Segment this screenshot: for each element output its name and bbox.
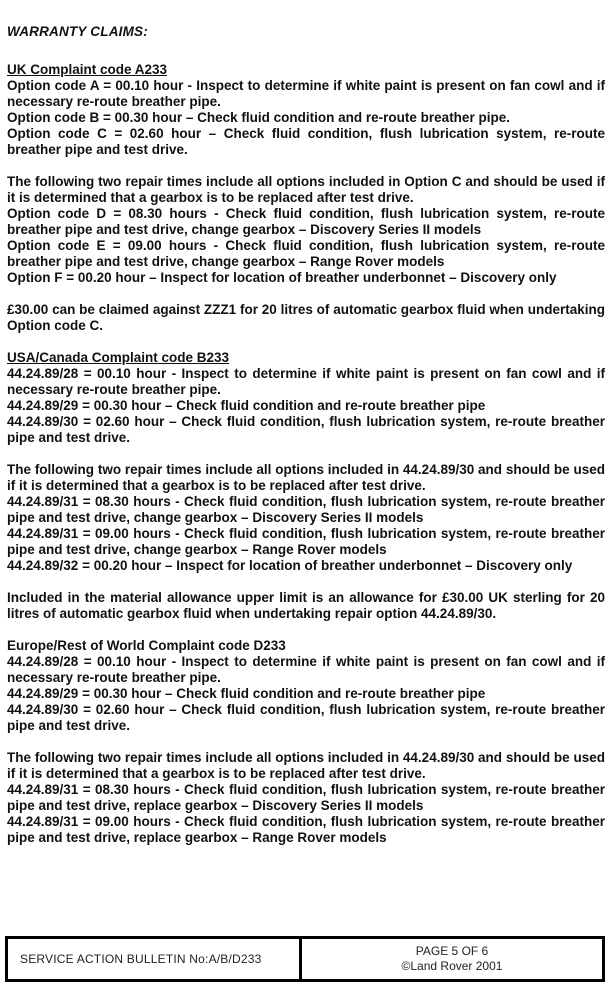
section-heading-usa (7, 350, 605, 366)
paragraph-europe-repair-30: 44.24.89/30 = 02.60 hour – Check fluid condition, flush lubrication system, re-route breather pipe and test drive. (7, 702, 605, 733)
copyright-notice: ©Land Rover 2001 (401, 959, 503, 973)
uk-gearbox-replacement-block (7, 174, 605, 286)
footer-table (5, 936, 605, 982)
paragraph-uk-option-f: Option F = 00.20 hour – Inspect for location of breather underbonnet – Discovery only (7, 270, 557, 285)
europe-gearbox-replacement-block (7, 750, 605, 846)
paragraph-europe-repair-31-rangerover: 44.24.89/31 = 09.00 hours - Check fluid condition, flush lubrication system, re-route breather pipe and test drive, replace gearbox – Range Rover models (7, 814, 605, 845)
section-heading-europe (7, 638, 605, 654)
paragraph-europe-following-note: The following two repair times include all options included in 44.24.89/30 and should be used if it is determined that a gearbox is to be replaced after test drive. (7, 750, 605, 781)
section-usa-canada-complaint (7, 350, 605, 622)
section-heading-uk-text: UK Complaint code A233 (7, 62, 168, 77)
paragraph-usa-repair-31-rangerover: 44.24.89/31 = 09.00 hours - Check fluid condition, flush lubrication system, re-route breather pipe and test drive, change gearbox – Range Rover models (7, 526, 605, 557)
paragraph-usa-material-allowance: Included in the material allowance upper limit is an allowance for £30.00 UK sterling for 20 litres of automatic gearbox fluid when undertaking repair option 44.24.89/30. (7, 590, 605, 621)
section-uk-complaint (7, 62, 605, 334)
uk-option-codes-block (7, 78, 605, 158)
footer-page-cell (302, 939, 602, 979)
paragraph-usa-repair-28: 44.24.89/28 = 00.10 hour - Inspect to determine if white paint is present on fan cowl and if necessary re-route breather pipe. (7, 366, 605, 397)
paragraph-usa-repair-32: 44.24.89/32 = 00.20 hour – Inspect for location of breather underbonnet – Discovery only (7, 558, 573, 573)
section-heading-europe-text: Europe/Rest of World Complaint code D233 (7, 638, 286, 653)
paragraph-europe-repair-31-discovery: 44.24.89/31 = 08.30 hours - Check fluid condition, flush lubrication system, re-route breather pipe and test drive, replace gearbox – Discovery Series II models (7, 782, 605, 813)
paragraph-uk-option-a: Option code A = 00.10 hour - Inspect to determine if white paint is present on fan cowl and if necessary re-route breather pipe. (7, 78, 605, 109)
paragraph-europe-repair-28: 44.24.89/28 = 00.10 hour - Inspect to determine if white paint is present on fan cowl and if necessary re-route breather pipe. (7, 654, 605, 685)
bulletin-number: SERVICE ACTION BULLETIN No:A/B/D233 (20, 952, 262, 966)
usa-material-allowance-block (7, 590, 605, 622)
paragraph-uk-option-b: Option code B = 00.30 hour – Check fluid condition and re-route breather pipe. (7, 110, 510, 125)
paragraph-usa-following-note: The following two repair times include all options included in 44.24.89/30 and should be used if it is determined that a gearbox is to be replaced after test drive. (7, 462, 605, 493)
paragraph-uk-fluid-claim: £30.00 can be claimed against ZZZ1 for 20 litres of automatic gearbox fluid when undertaking Option code C. (7, 302, 605, 333)
usa-gearbox-replacement-block (7, 462, 605, 574)
paragraph-uk-option-c: Option code C = 02.60 hour – Check fluid condition, flush lubrication system, re-route breather pipe and test drive. (7, 126, 605, 157)
paragraph-usa-repair-30: 44.24.89/30 = 02.60 hour – Check fluid condition, flush lubrication system, re-route breather pipe and test drive. (7, 414, 605, 445)
section-heading-uk (7, 62, 605, 78)
page-title: WARRANTY CLAIMS: (7, 24, 148, 39)
paragraph-europe-repair-29: 44.24.89/29 = 00.30 hour – Check fluid condition and re-route breather pipe (7, 686, 486, 701)
section-europe-complaint (7, 638, 605, 846)
paragraph-uk-following-note: The following two repair times include all options included in Option C and should be used if it is determined that a gearbox is to be replaced after test drive. (7, 174, 605, 205)
paragraph-usa-repair-29: 44.24.89/29 = 00.30 hour – Check fluid condition and re-route breather pipe (7, 398, 486, 413)
usa-repair-codes-block (7, 366, 605, 446)
uk-fluid-claim-block (7, 302, 605, 334)
footer-bulletin-cell (8, 939, 302, 979)
page-number: PAGE 5 OF 6 (415, 944, 489, 958)
paragraph-uk-option-d: Option code D = 08.30 hours - Check fluid condition, flush lubrication system, re-route breather pipe and test drive, change gearbox – Discovery Series II models (7, 206, 605, 237)
section-heading-usa-text: USA/Canada Complaint code B233 (7, 350, 230, 365)
paragraph-uk-option-e: Option code E = 09.00 hours - Check fluid condition, flush lubrication system, re-route breather pipe and test drive, change gearbox – Range Rover models (7, 238, 605, 269)
europe-repair-codes-block (7, 654, 605, 734)
paragraph-usa-repair-31-discovery: 44.24.89/31 = 08.30 hours - Check fluid condition, flush lubrication system, re-route breather pipe and test drive, change gearbox – Discovery Series II models (7, 494, 605, 525)
